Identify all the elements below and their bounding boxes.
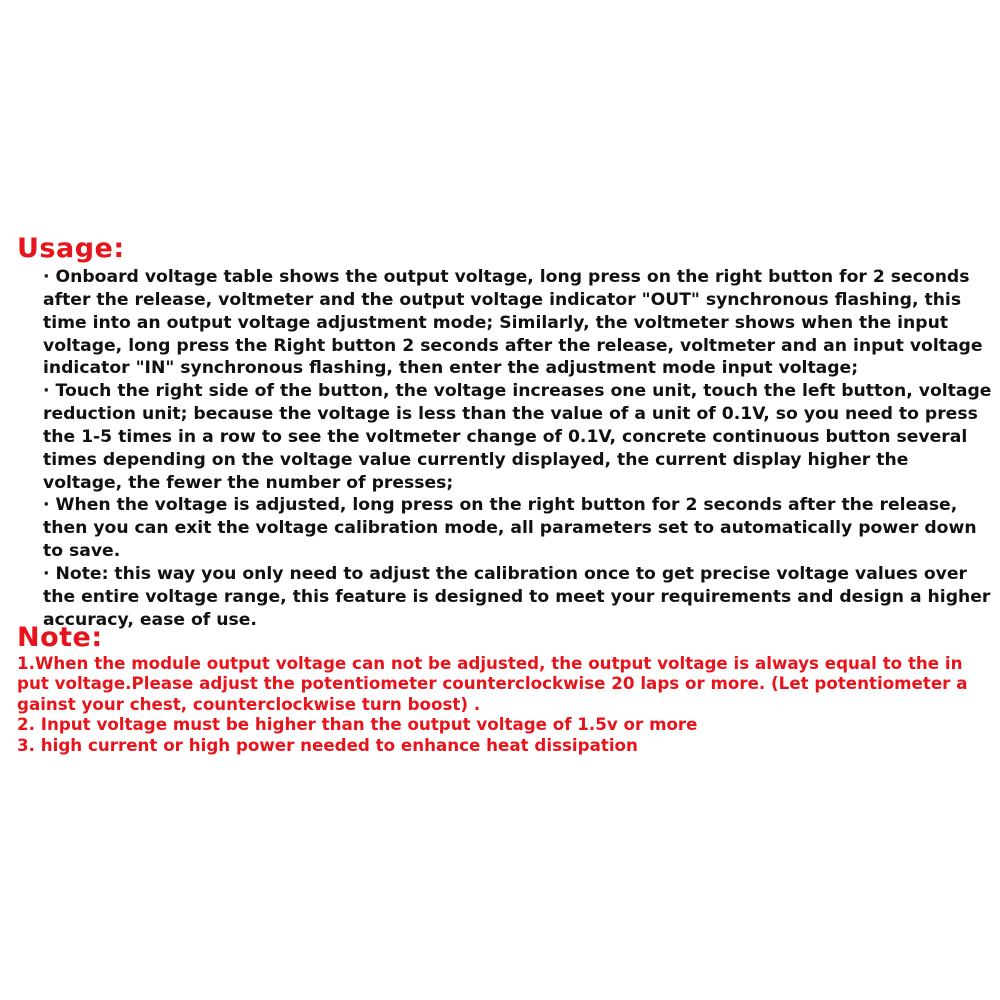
usage-paragraph-3: · When the voltage is adjusted, long press on the right button for 2 seconds after the release, then you can exit the voltage calibration mode, all parameters set to automatically power down to save.	[43, 495, 977, 562]
usage-section	[43, 266, 993, 632]
usage-paragraph-2: · Touch the right side of the button, the voltage increases one unit, touch the left button, voltage reduction unit; because the voltage is less than the value of a unit of 0.1V, so you need to press the 1-5 times in a row to see the voltmeter change of 0.1V, concrete continuous button several times depending on the voltage value currently displayed, the current display higher the voltage, the fewer the number of presses;	[43, 381, 992, 493]
note-item-2: 2. Input voltage must be higher than the output voltage of 1.5v or more	[17, 714, 698, 735]
note-heading: Note:	[17, 622, 103, 653]
usage-heading: Usage:	[17, 233, 125, 264]
note-section	[17, 653, 995, 755]
note-item-1: 1.When the module output voltage can not be adjusted, the output voltage is always equal to the in put voltage.Please adjust the potentiometer counterclockwise 20 laps or more. (Let potentiometer a gainst your chest, counterclockwise turn boost) .	[17, 653, 968, 714]
note-item-3: 3. high current or high power needed to enhance heat dissipation	[17, 734, 638, 755]
usage-paragraph-1: · Onboard voltage table shows the output voltage, long press on the right button for 2 seconds after the release, voltmeter and the output voltage indicator "OUT" synchronous flashing, this time into an output voltage adjustment mode; Similarly, the voltmeter shows when the input voltage, long press the Right button 2 seconds after the release, voltmeter and an input voltage indicator "IN" synchronous flashing, then enter the adjustment mode input voltage;	[43, 267, 983, 379]
usage-paragraph-4: · Note: this way you only need to adjust the calibration once to get precise voltage values over the entire voltage range, this feature is designed to meet your requirements and design a higher accuracy, ease of use.	[43, 563, 991, 630]
